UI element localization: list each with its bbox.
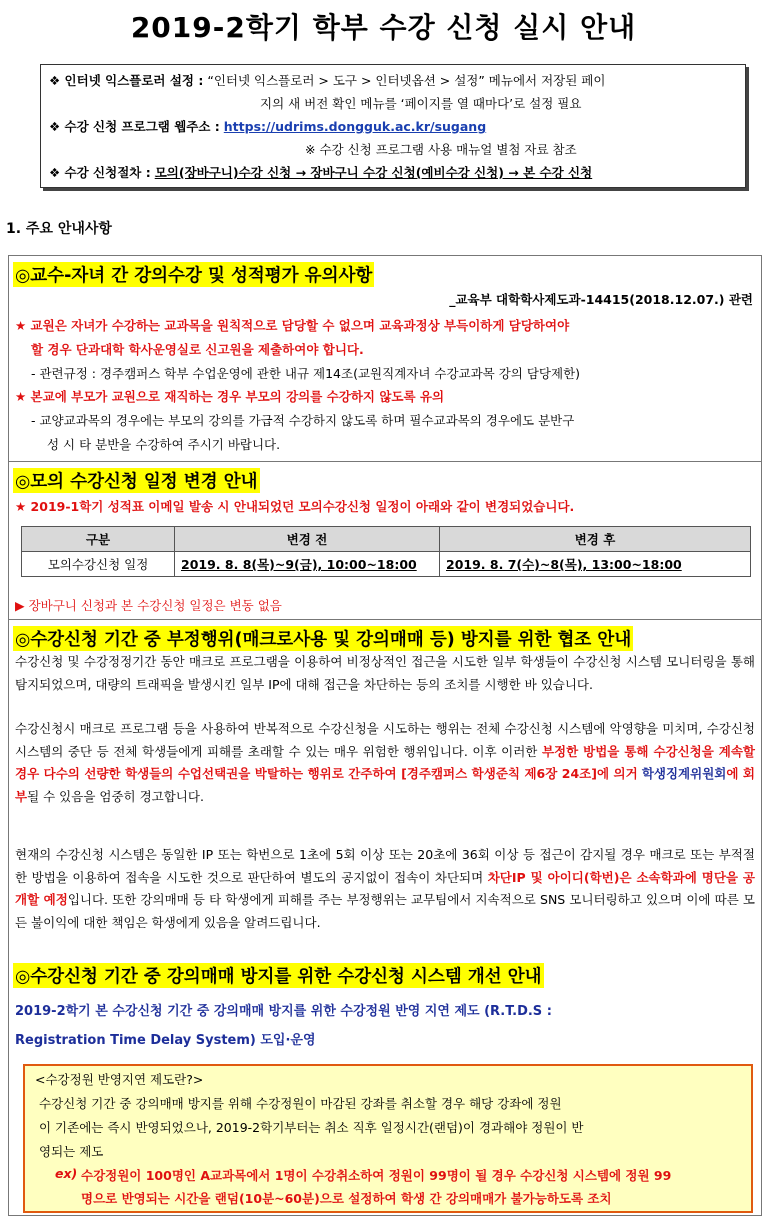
- box-line2: 이 기존에는 즉시 반영되었으나, 2019-2학기부터는 취소 직후 일정시간(랜덤)이 경과해야 정원이 반: [39, 1120, 584, 1135]
- table-header: 변경 후: [440, 527, 751, 552]
- procedure-label: ❖ 수강 신청절차 :: [49, 165, 151, 180]
- p3-text-end: 입니다. 또한 강의매매 등 타 학생에게 피해를 주는 부정행위는 교무팀에서 지속적으로 SNS 모니터링하고 있으며 이에 따른 모든 불이익에 대한 책임은 학생에게 있음을 알려드립니다.: [15, 892, 755, 930]
- p2-warning: 부정한 방법을 통해 수강신청을 계속할 경우 다수의 선량한 학생들의 수업선택권을 박탈하는 행위로 간주하여 [경주캠퍼스 학생준칙 제6장 24조]에 의거: [15, 743, 756, 781]
- box-line3: 영되는 제도: [39, 1144, 104, 1159]
- after-schedule: 2019. 8. 7(수)~8(목), 13:00~18:00: [446, 557, 682, 572]
- disciplinary-committee: 학생징계위원회: [641, 766, 727, 781]
- block2-tri-note: ▶ 장바구니 신청과 본 수강신청 일정은 변동 없음: [15, 598, 282, 613]
- table-header: 구분: [22, 527, 175, 552]
- info-box: [40, 64, 746, 188]
- schedule-table: [21, 526, 751, 577]
- block3-paragraph3: [15, 844, 755, 934]
- table-cell: [175, 552, 440, 577]
- table-cell: 모의수강신청 일정: [22, 552, 175, 577]
- example-line1: 수강정원이 100명인 A교과목에서 1명이 수강취소하여 정원이 99명이 될 경우 수강신청 시스템에 정원 99: [81, 1168, 672, 1183]
- page-title: 2019-2학기 학부 수강 신청 실시 안내: [130, 11, 637, 44]
- p2-text: 수강신청시 매크로 프로그램 등을 사용하여 반복적으로 수강신청을 시도하는 행위는 전체 수강신청 시스템에 악영향을 미치며, 수강신청 시스템의 중단 등 전체 학생들에게 피해를 초래할 수 있는 매우 위험한 행위입니다. 이후 이러한: [15, 721, 755, 759]
- block2-heading: ◎모의 수강신청 일정 변경 안내: [13, 468, 260, 493]
- manual-note: ※ 수강 신청 프로그램 사용 매뉴얼 별첨 자료 참조: [305, 142, 577, 157]
- p3-warning: 차단IP 및 아이디(학번)은 소속학과에 명단을 공개할 예정: [15, 869, 755, 907]
- block1-note-line2: 성 시 타 분반을 수강하여 주시기 바랍니다.: [47, 437, 281, 452]
- block3-paragraph1: 수강신청 및 수강정정기간 동안 매크로 프로그램을 이용하여 비정상적인 접근을 시도한 일부 학생들이 수강신청 시스템 모니터링을 통해 탐지되었으며, 대량의 트래픽을 발생시킨 일부 IP에 대해 접근을 차단하는 등의 조치를 시행한 바 있습니다.: [15, 654, 755, 692]
- block3-paragraph2: [15, 718, 755, 808]
- main-content-box: [8, 255, 762, 1216]
- block1-star1-line2: 할 경우 단과대학 학사운영실로 신고원을 제출하여야 합니다.: [31, 342, 364, 357]
- example-line2: 명으로 반영되는 시간을 랜덤(10분~60분)으로 설정하여 학생 간 강의매매가 불가능하도록 조치: [81, 1191, 612, 1206]
- box-title: <수강정원 반영지연 제도란?>: [35, 1072, 204, 1087]
- block1-note-line1: - 교양교과목의 경우에는 부모의 강의를 가급적 수강하지 않도록 하며 필수교과목의 경우에도 분반구: [31, 413, 575, 428]
- example-label: ex): [55, 1166, 78, 1181]
- block1-star2: ★ 본교에 부모가 교원으로 재직하는 경우 부모의 강의를 수강하지 않도록 유의: [15, 389, 445, 404]
- block3-heading: ◎수강신청 기간 중 부정행위(매크로사용 및 강의매매 등) 방지를 위한 협조 안내: [13, 626, 633, 651]
- ie-setting-text: “인터넷 익스플로러 > 도구 > 인터넷옵션 > 설정” 메뉴에서 저장된 페이: [207, 73, 606, 88]
- table-header: 변경 전: [175, 527, 440, 552]
- block4-heading: ◎수강신청 기간 중 강의매매 방지를 위한 수강신청 시스템 개선 안내: [13, 963, 544, 988]
- block4-blue-line1: 2019-2학기 본 수강신청 기간 중 강의매매 방지를 위한 수강정원 반영 지연 제도 (R.T.D.S :: [15, 1004, 552, 1019]
- block1-heading: ◎교수-자녀 간 강의수강 및 성적평가 유의사항: [13, 262, 374, 287]
- sugang-url-link[interactable]: https://udrims.dongguk.ac.kr/sugang: [223, 119, 487, 134]
- divider: [9, 619, 761, 620]
- section-title: 1. 주요 안내사항: [6, 221, 112, 237]
- divider: [9, 461, 761, 462]
- before-schedule: 2019. 8. 8(목)~9(금), 10:00~18:00: [181, 557, 417, 572]
- web-address-line: [49, 117, 486, 135]
- ie-setting-line: [49, 71, 605, 89]
- table-row: [22, 552, 751, 577]
- ie-setting-text-2: 지의 새 버전 확인 메뉴를 ‘페이지를 열 때마다’로 설정 필요: [260, 96, 582, 111]
- procedure-line: [49, 163, 592, 181]
- procedure-text: 모의(장바구니)수강 신청 → 장바구니 수강 신청(예비수강 신청) → 본 수강 신청: [154, 165, 593, 180]
- p3-text: 현재의 수강신청 시스템은 동일한 IP 또는 학번으로 1초에 5회 이상 또는 20초에 36회 이상 등 접근이 감지될 경우 매크로 또는 부적절한 방법을 이용하여 접속을 시도한 것으로 판단하여 별도의 공지없이 접속이 차단되며: [15, 847, 755, 885]
- block1-reference: _교육부 대학학사제도과-14415(2018.12.07.) 관련: [449, 292, 753, 307]
- block1-rule: - 관련규정 : 경주캠퍼스 학부 수업운영에 관한 내규 제14조(교원직계자녀 수강교과목 강의 담당제한): [31, 366, 581, 381]
- block4-blue-line2: Registration Time Delay System) 도입·운영: [15, 1033, 316, 1048]
- table-cell: [440, 552, 751, 577]
- block2-star: ★ 2019-1학기 성적표 이메일 발송 시 안내되었던 모의수강신청 일정이 아래와 같이 변경되었습니다.: [15, 499, 575, 514]
- box-line1: 수강신청 기간 중 강의매매 방지를 위해 수강정원이 마감된 강좌를 취소할 경우 해당 강좌에 정원: [39, 1096, 562, 1111]
- table-header-row: [22, 527, 751, 552]
- p2-referral: 에 회부: [15, 766, 755, 804]
- p2-text-end: 될 수 있음을 엄중히 경고합니다.: [27, 788, 204, 804]
- block1-star1-line1: ★ 교원은 자녀가 수강하는 교과목을 원칙적으로 담당할 수 없으며 교육과정상 부득이하게 담당하여야: [15, 318, 570, 333]
- ie-setting-label: ❖ 인터넷 익스플로러 설정 :: [49, 73, 204, 88]
- web-address-label: ❖ 수강 신청 프로그램 웹주소 :: [49, 119, 220, 134]
- rtds-explanation-box: [23, 1064, 753, 1213]
